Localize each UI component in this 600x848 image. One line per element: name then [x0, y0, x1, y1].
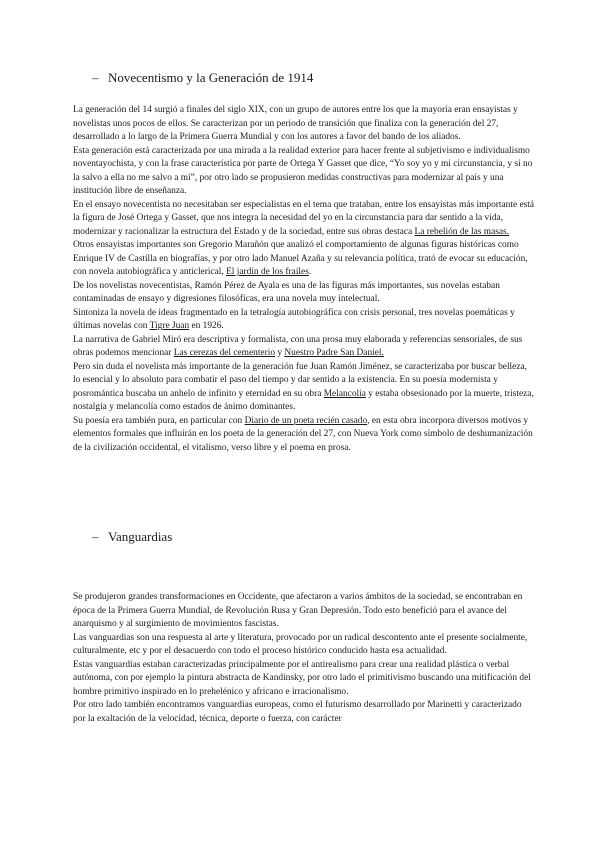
paragraph — [73, 361, 535, 415]
paragraph — [73, 199, 535, 240]
section-body-vanguardias — [73, 591, 535, 726]
paragraph-text: Pero sin duda el novelista más importante de la generación fue Juan Ramón Jiménez, se caracterizaba por buscar belleza, lo esencial y lo absoluto para combatir el paso del tiempo y dar sentido a la existencia. En su poesía modernista y posromántica buscaba un anhelo de infinito y eternidad en su obra — [73, 361, 527, 399]
paragraph-text: en 1926. — [189, 321, 224, 331]
paragraph-text: Otros ensayistas importantes son Gregorio Marañón que analizó el comportamiento de algunas figuras históricas como Enrique IV de Castilla en biografías, y por otro lado Manuel Azaña y su relevancia política, trató de evocar su educación, con novela autobiográfica y anticlerical, — [73, 240, 528, 277]
heading-dash: – — [92, 529, 99, 544]
paragraph-text: . — [308, 267, 312, 277]
work-title-cerezas: Las cerezas del cementerio — [173, 348, 276, 358]
paragraph — [73, 239, 535, 280]
section-heading-vanguardias — [92, 529, 172, 545]
section-body-novecentismo — [73, 104, 535, 455]
paragraph-text: Su poesía era también pura, en particular con — [73, 415, 245, 426]
paragraph: Las vanguardias son una respuesta al arte y literatura, provocado por un radical descontento ante el presente socialmente, culturalmente, etc y por el desacuerdo con todo el proceso histórico conducido hasta esa actualidad. — [73, 632, 528, 656]
work-title-san-daniel: Nuestro Padre San Daniel. — [284, 348, 384, 358]
paragraph — [73, 334, 535, 361]
work-title-melancolia: Melancolía — [323, 388, 366, 399]
heading-title: Novecentismo y la Generación de 1914 — [108, 70, 314, 85]
heading-title: Vanguardias — [108, 529, 173, 544]
work-title-rebelion: La rebelión de las masas. — [414, 226, 510, 237]
section-heading-novecentismo — [92, 70, 313, 86]
paragraph: La generación del 14 surgió a finales del siglo XIX, con un grupo de autores entre los que la mayoría eran ensayistas y novelistas unos pocos de ellos. Se caracterizan por un periodo de transición que finaliza con la generación del 27, desarrollado a lo largo de la Primera Guerra Mundial y con los autores a favor del bando de los aliados. — [73, 105, 518, 142]
paragraph-text: en esta obra incorpora diversos motivos y elementos formales que influirán en los poeta de la generación del 27, con Nueva York como símbolo de deshumanización de la civilización occidental, el vitalismo, verso libre y el poema en prosa. — [73, 415, 533, 453]
paragraph-text: y estaba obsesionado por la muerte, tristeza, nostalgia y melancolía como estados de ánimo dominantes. — [73, 388, 534, 412]
paragraph: Se produjeron grandes transformaciones en Occidente, que afectaron a varios ámbitos de la sociedad, se encontraban en época de la Primera Guerra Mundial, de Revolución Rusa y Gran Depresión. Todo esto benefició para el avance del anarquismo y al surgimiento de movimientos fascistas. — [73, 592, 523, 629]
paragraph: Estas vanguardias estaban caracterizadas principalmente por el antirealismo para crear una realidad plástica o verbal autónoma, con por ejemplo la pintura abstracta de Kandinsky, por otro lado el primitivismo buscando una mitificación del hombre primitivo inspirado en lo prehelénico y africano e irracionalismo. — [73, 659, 531, 697]
paragraph — [73, 415, 535, 456]
heading-dash: – — [92, 70, 99, 85]
paragraph: Esta generación está caracterizada por una mirada a la realidad exterior para hacer frente al subjetivismo e individualismo noventayochista, y con la frase característica por parte de Ortega Y Gasset que dice, “Yo soy yo y mi circunstancia, y si no la salvo a ella no me salvo a mí”, por otro lado se propusieron medidas constructivas para modernizar al país y una institución libre de enseñanza. — [73, 145, 533, 196]
work-title-diario: Diario de un poeta recién casado, — [244, 415, 370, 426]
work-title-jardin: El jardín de los frailes — [226, 267, 309, 277]
paragraph — [73, 307, 535, 334]
paragraph: De los novelistas novecentistas, Ramón Pérez de Ayala es una de las figuras más importantes, sus novelas estaban contaminadas de ensayo y digresiones filosóficas, era una novela muy intelectual. — [73, 280, 500, 304]
paragraph-text: La narrativa de Gabriel Miró era descriptiva y formalista, con una prosa muy elaborada y referencias sensoriales, de sus obras podemos mencionar — [73, 334, 523, 358]
paragraph-text: En el ensayo novecentista no necesitaban ser especialistas en el tema que trataban, entre los ensayistas más importante está la figura de José Ortega y Gasset, que nos integra la necesidad del yo en la circunstancia para dar sentido a la vida, modernizar y racionalizar la estructura del Estado y de la sociedad, entre sus obras destaca — [73, 199, 535, 237]
work-title-tigre-juan: Tigre Juan — [149, 321, 190, 331]
paragraph-text: y — [275, 348, 285, 358]
paragraph-text: Sintoniza la novela de ideas fragmentado en la tetralogía autobiográfica con crisis personal, tres novelas poemáticas y últimas novelas con — [73, 307, 515, 331]
paragraph: Por otro lado también encontramos vanguardias europeas, como el futurismo desarrollado por Marinetti y caracterizado por la exaltación de la velocidad, técnica, deporte o fuerza, con carácter — [73, 700, 522, 724]
